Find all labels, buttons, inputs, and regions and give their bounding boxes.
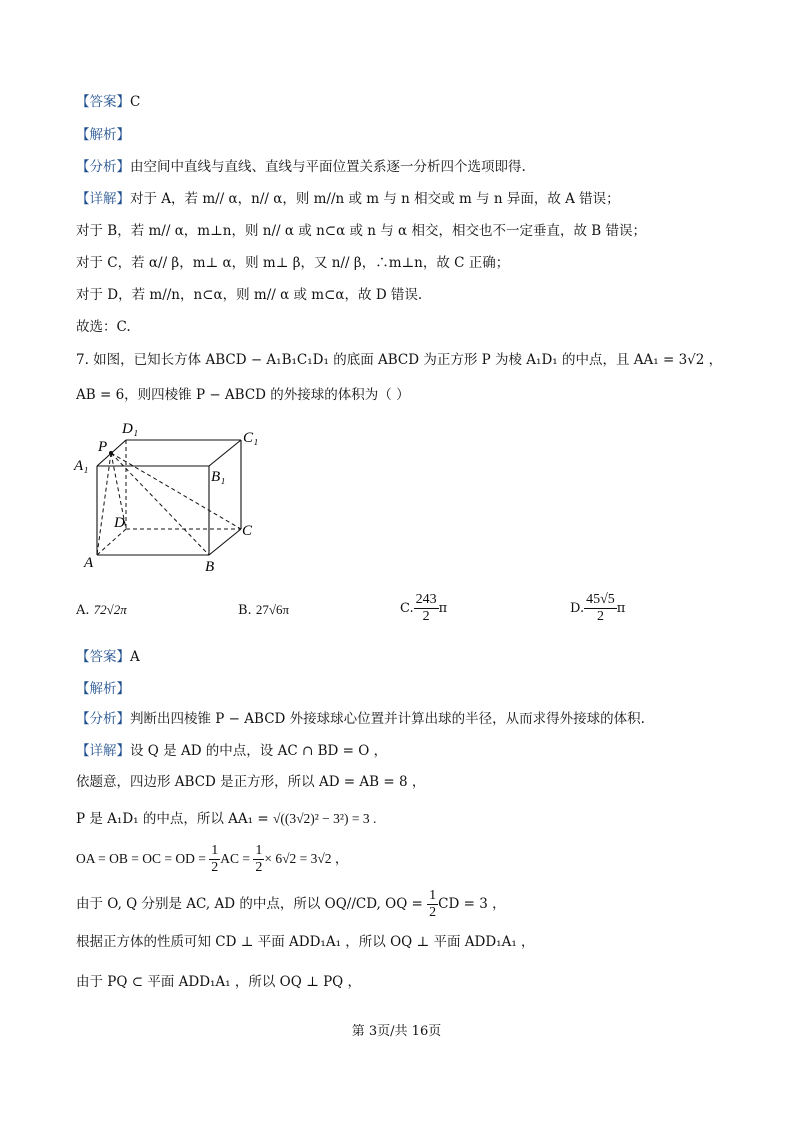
sol-detail-5b: CD = 3 ， xyxy=(438,896,506,912)
sol-fenxi-line xyxy=(76,709,645,729)
sol-detail-3a: P 是 A₁D₁ 的中点，所以 AA₁ = xyxy=(76,811,273,827)
sol-analysis-tag: 【解析】 xyxy=(76,681,130,697)
half-den-2: 2 xyxy=(255,860,263,875)
prev-detail-c: 对于 C，若 α// β，m⊥ α，则 m⊥ β，又 n// β，∴m⊥n，故 C 正确； xyxy=(76,255,510,271)
sol-detail-2: 依题意，四边形 ABCD 是正方形，所以 AD = AB = 8 ， xyxy=(76,774,426,790)
option-c-denominator: 2 xyxy=(422,609,430,624)
half-den-3: 2 xyxy=(429,905,437,920)
sol-fenxi-text: 判断出四棱锥 P − ABCD 外接球球心位置并计算出球的半径，从而求得外接球的体积. xyxy=(130,711,645,727)
detail-tag: 【详解】 xyxy=(76,191,130,207)
option-b-value: 27√6π xyxy=(255,602,290,617)
option-d-denominator: 2 xyxy=(596,609,604,624)
option-b-label: B. xyxy=(238,603,252,618)
prev-fenxi-line xyxy=(76,157,526,177)
option-c-label: C. xyxy=(400,601,414,616)
q7-stem-line1: 7. 如图，已知长方体 ABCD − A₁B₁C₁D₁ 的底面 ABCD 为正方形 P 为棱 A₁D₁ 的中点，且 AA₁ = 3√2 ， xyxy=(76,352,723,368)
sol-detail-3 xyxy=(76,809,376,829)
sol-answer-tag: 【答案】 xyxy=(76,649,130,665)
label-b1: B₁ xyxy=(211,469,226,485)
sol-detail-5a: 由于 O, Q 分别是 AC, AD 的中点，所以 OQ//CD, OQ = xyxy=(76,896,428,912)
prev-detail-a xyxy=(76,189,620,209)
label-a: A xyxy=(84,555,94,571)
fenxi-text: 由空间中直线与直线、直线与平面位置关系逐一分析四个选项即得. xyxy=(130,159,526,175)
sol-answer-value: A xyxy=(130,649,140,665)
sol-detail-4c: × 6√2 = 3√2 ， xyxy=(264,851,349,866)
half-num-2: 1 xyxy=(255,843,263,858)
half-den-1: 2 xyxy=(211,860,219,875)
label-d1: D₁ xyxy=(122,421,139,437)
sol-detail-4a: OA = OB = OC = OD = xyxy=(76,851,210,866)
option-b xyxy=(238,600,289,621)
sol-detail-4 xyxy=(76,843,348,876)
answer-value: C xyxy=(130,94,141,110)
option-d xyxy=(570,592,625,625)
option-d-pi: π xyxy=(616,601,626,616)
sol-fenxi-tag: 【分析】 xyxy=(76,711,130,727)
sol-detail-tag: 【详解】 xyxy=(76,743,130,759)
label-c1: C₁ xyxy=(243,430,259,446)
half-num-3: 1 xyxy=(429,888,437,903)
sol-detail-1: 设 Q 是 AD 的中点，设 AC ∩ BD = O ， xyxy=(130,743,388,759)
q7-stem-line2: AB = 6，则四棱锥 P − ABCD 的外接球的体积为（ ） xyxy=(76,387,410,403)
prev-detail-b: 对于 B，若 m// α，m⊥n，则 n// α 或 n⊂α 或 n 与 α 相交，相交也不一定垂直，故 B 错误； xyxy=(76,223,646,239)
cuboid-figure xyxy=(70,415,270,580)
option-a-value: 72√2π xyxy=(93,602,127,617)
option-a xyxy=(76,600,127,621)
option-c-numerator: 243 xyxy=(415,592,437,607)
detail-line-a: 对于 A，若 m// α，n// α，则 m//n 或 m 与 n 相交或 m 与 n 异面，故 A 错误； xyxy=(130,191,620,207)
sol-detail-line1 xyxy=(76,741,387,761)
sol-detail-7: 由于 PQ ⊂ 平面 ADD₁A₁ ，所以 OQ ⊥ PQ ， xyxy=(76,974,362,990)
sol-detail-4b: AC = xyxy=(220,851,254,866)
analysis-tag: 【解析】 xyxy=(76,127,130,143)
fenxi-tag: 【分析】 xyxy=(76,159,130,175)
option-c-pi: π xyxy=(438,601,448,616)
label-a1: A₁ xyxy=(74,458,89,474)
sol-detail-6: 根据正方体的性质可知 CD ⊥ 平面 ADD₁A₁ ，所以 OQ ⊥ 平面 ADD₁A₁ ， xyxy=(76,934,535,950)
sol-answer-line xyxy=(76,647,140,667)
option-c xyxy=(400,592,447,625)
option-a-label: A. xyxy=(76,603,90,618)
label-p: P xyxy=(98,439,108,455)
option-d-label: D. xyxy=(570,601,585,616)
page-footer: 第 3页/共 16页 xyxy=(351,1024,442,1039)
answer-tag: 【答案】 xyxy=(76,94,130,110)
prev-detail-d: 对于 D，若 m//n，n⊂α，则 m// α 或 m⊂α，故 D 错误. xyxy=(76,287,423,303)
sol-detail-3b: √((3√2)² − 3²) = 3 . xyxy=(272,811,377,826)
prev-answer-line xyxy=(76,92,140,112)
label-b: B xyxy=(205,559,215,575)
sol-analysis-line xyxy=(76,679,130,699)
half-num-1: 1 xyxy=(211,843,219,858)
label-d: D xyxy=(114,515,125,531)
sol-detail-5 xyxy=(76,888,506,921)
prev-analysis-tag xyxy=(76,125,130,145)
option-d-numerator: 45√5 xyxy=(586,592,615,607)
prev-choose: 故选：C. xyxy=(76,319,131,335)
label-c: C xyxy=(242,523,253,539)
